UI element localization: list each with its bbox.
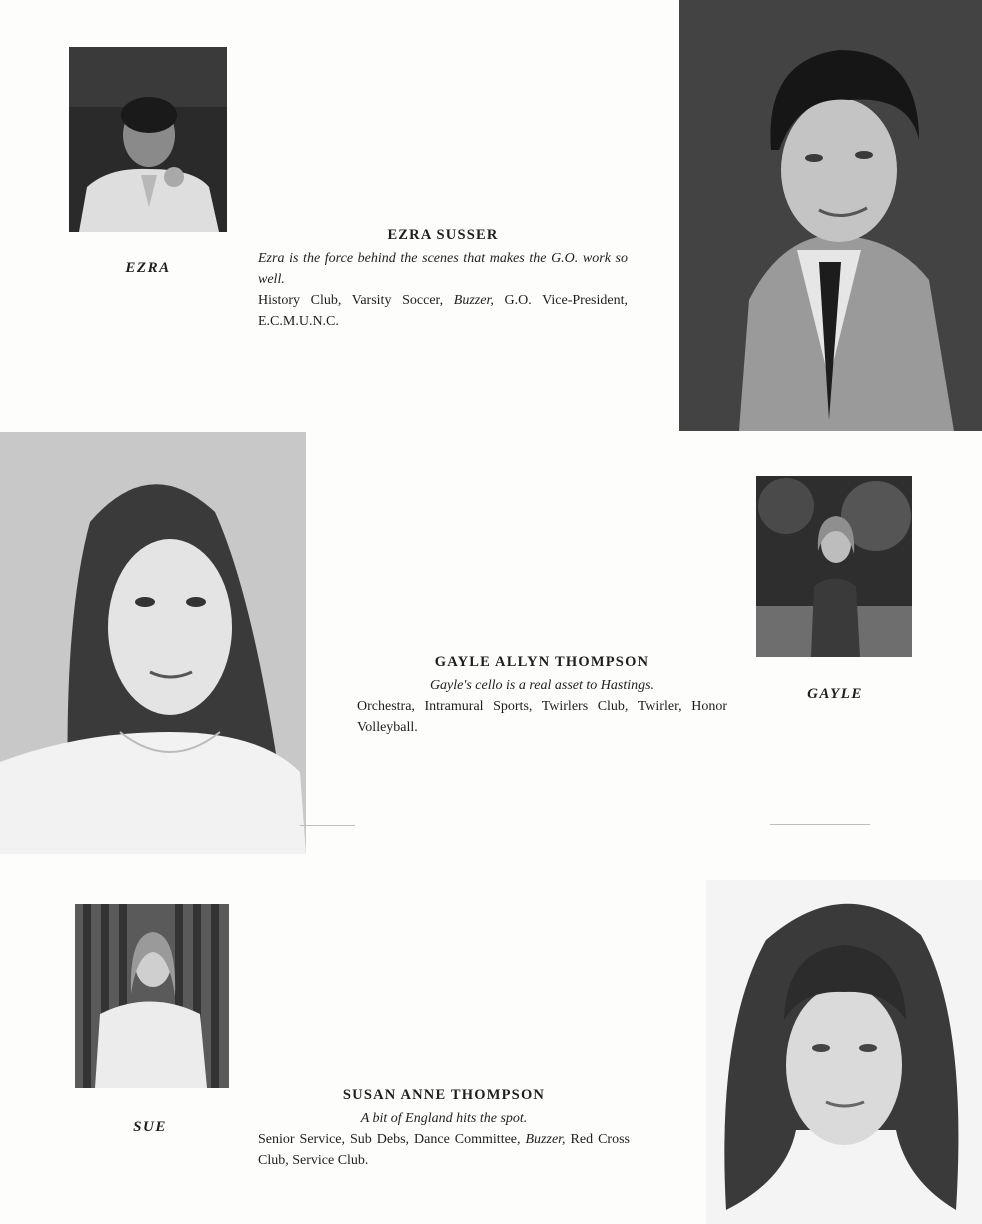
gayle-activities: Orchestra, Intramural Sports, Twirlers Club, Twirler, Honor Volleyball. xyxy=(357,699,727,735)
sue-full-name: SUSAN ANNE THOMPSON xyxy=(342,1087,546,1103)
divider-left xyxy=(300,825,355,826)
ezra-entry xyxy=(258,225,628,332)
sue-portrait-photo xyxy=(706,880,982,1224)
ezra-snapshot-photo xyxy=(69,47,227,232)
ezra-full-name: EZRA SUSSER xyxy=(387,227,499,243)
gayle-portrait-photo xyxy=(0,432,306,854)
sue-caption: SUE xyxy=(133,1119,167,1135)
sue-quote: A bit of England hits the spot. xyxy=(360,1111,528,1126)
gayle-entry xyxy=(357,652,727,738)
gayle-quote: Gayle's cello is a real asset to Hastings. xyxy=(429,678,655,693)
ezra-caption: EZRA xyxy=(125,260,171,276)
gayle-caption: GAYLE xyxy=(807,686,863,702)
ezra-portrait-photo xyxy=(679,0,982,431)
sue-entry xyxy=(258,1085,630,1171)
sue-activities: Senior Service, Sub Debs, Dance Committee, Buzzer, Red Cross Club, Service Club. xyxy=(258,1132,630,1168)
gayle-full-name: GAYLE ALLYN THOMPSON xyxy=(434,654,650,670)
sue-snapshot-photo xyxy=(75,904,229,1088)
gayle-snapshot-photo xyxy=(756,476,912,657)
ezra-activities: History Club, Varsity Soccer, Buzzer, G.O. Vice-President, E.C.M.U.N.C. xyxy=(258,293,628,329)
ezra-quote: Ezra is the force behind the scenes that makes the G.O. work so well. xyxy=(258,251,628,287)
divider-right xyxy=(770,824,870,825)
